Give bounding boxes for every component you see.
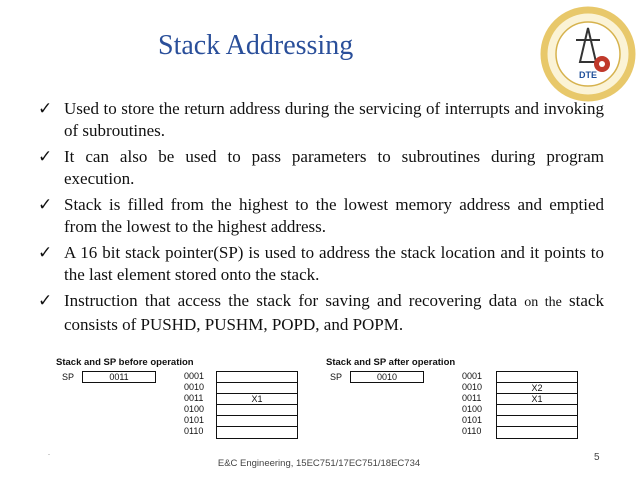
slide-footer: E&C Engineering, 15EC751/17EC751/18EC734	[217, 458, 421, 469]
stack-cell: X2	[497, 383, 577, 394]
bullet-item: ✓ Stack is filled from the highest to the lowest memory address and emptied from the lowest to the highest address.	[38, 195, 604, 236]
sp-register: 0010	[350, 371, 424, 383]
address-column: 0001 0010 0011 0100 0101 0110	[184, 371, 205, 436]
stack-cell	[217, 372, 297, 383]
stack-cell: X1	[217, 394, 297, 405]
slide-title: Stack Addressing	[158, 30, 354, 61]
stack-memory	[496, 371, 578, 439]
dte-emblem-icon	[540, 6, 636, 102]
stack-cell	[497, 372, 577, 383]
diagram-title: Stack and SP before operation	[56, 357, 194, 368]
logo-text: DTE	[579, 70, 597, 80]
check-icon: ✓	[38, 147, 53, 167]
stack-cell	[217, 427, 297, 438]
bullet-item: ✓ Instruction that access the stack for saving and recovering data on the stack consists of PUSHD, PUSHM, POPD, and POPM.	[38, 291, 604, 334]
stack-cell	[497, 416, 577, 427]
bullet-list	[38, 98, 604, 340]
sp-label: SP	[330, 372, 343, 382]
sp-label: SP	[62, 372, 75, 382]
stack-memory	[216, 371, 298, 439]
bullet-item: ✓ Used to store the return address during the servicing of interrupts and invoking of subroutines.	[38, 99, 604, 140]
diagram-title: Stack and SP after operation	[326, 357, 456, 368]
stack-cell	[497, 427, 577, 438]
bullet-item: ✓ It can also be used to pass parameters to subroutines during program execution.	[38, 147, 604, 188]
bullet-item: ✓ A 16 bit stack pointer(SP) is used to address the stack location and it points to the last element stored onto the stack.	[38, 243, 604, 284]
check-icon: ✓	[38, 195, 53, 215]
stack-cell	[217, 405, 297, 416]
stack-cell	[217, 416, 297, 427]
stray-dot: .	[48, 448, 50, 457]
stack-cell: X1	[497, 394, 577, 405]
check-icon: ✓	[38, 291, 53, 311]
stack-cell	[217, 383, 297, 394]
address-column: 0001 0010 0011 0100 0101 0110	[462, 371, 483, 436]
check-icon: ✓	[38, 99, 53, 119]
page-number: 5	[594, 452, 600, 463]
check-icon: ✓	[38, 243, 53, 263]
sp-register: 0011	[82, 371, 156, 383]
stack-cell	[497, 405, 577, 416]
